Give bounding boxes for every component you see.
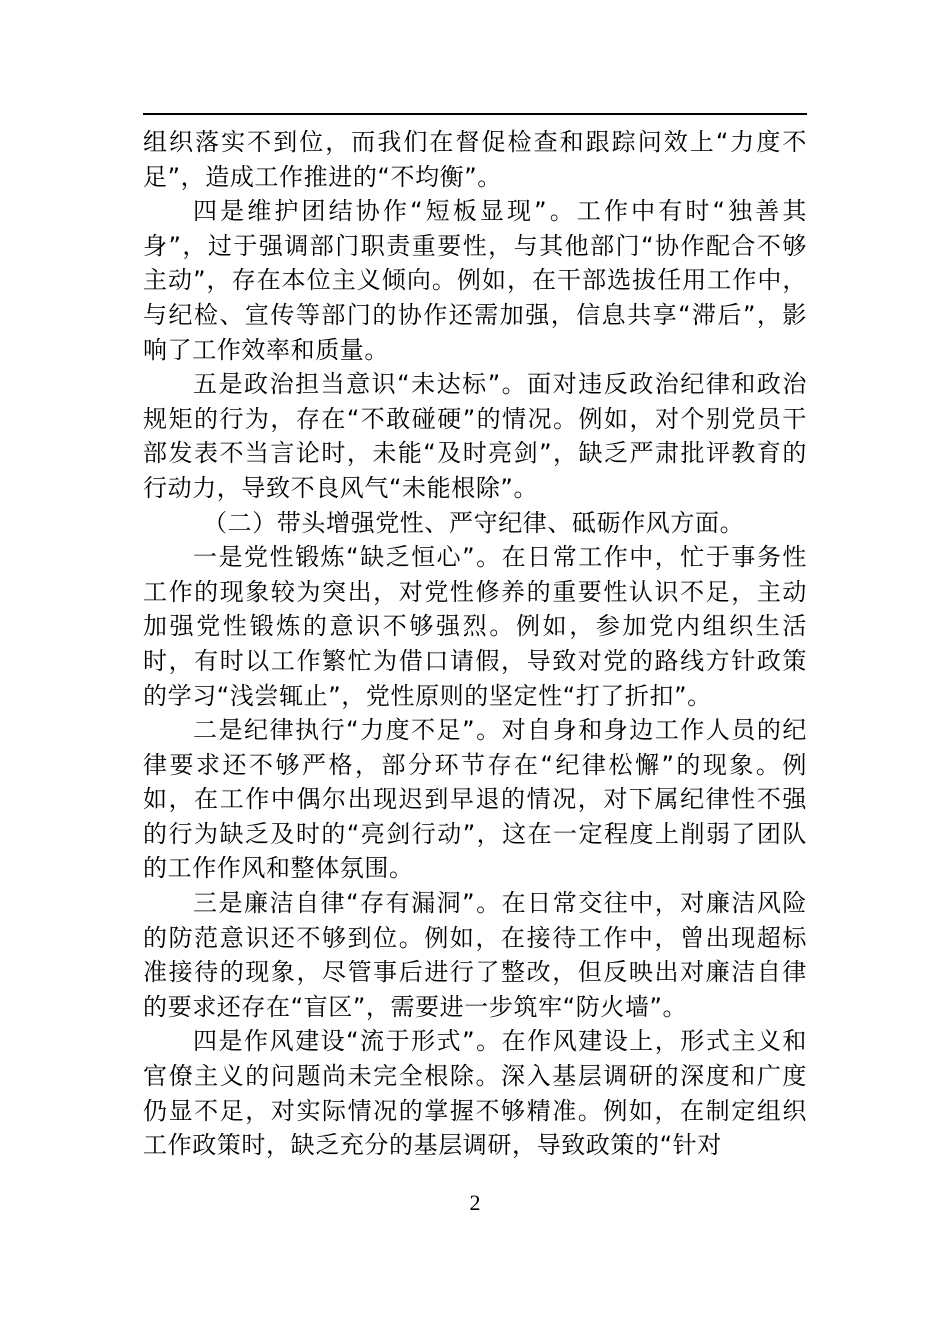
paragraph-item-4-teamwork: 四是维护团结协作“短板显现”。工作中有时“独善其身”，过于强调部门职责重要性，与其他部门“协作配合不够主动”，存在本位主义倾向。例如，在干部选拔任用工作中，与纪检、宣传等部门的协作还需加强，信息共享“滞后”，影响了工作效率和质量。 (143, 197, 807, 364)
document-body (143, 125, 807, 1163)
header-rule (143, 113, 807, 115)
paragraph-item-1-party-spirit: 一是党性锻炼“缺乏恒心”。在日常工作中，忙于事务性工作的现象较为突出，对党性修养的重要性认识不足，主动加强党性锻炼的意识不够强烈。例如，参加党内组织生活时，有时以工作繁忙为借口请假，导致对党的路线方针政策的学习“浅尝辄止”，党性原则的坚定性“打了折扣”。 (143, 543, 807, 710)
paragraph-item-5-political-responsibility: 五是政治担当意识“未达标”。面对违反政治纪律和政治规矩的行为，存在“不敢碰硬”的情况。例如，对个别党员干部发表不当言论时，未能“及时亮剑”，缺乏严肃批评教育的行动力，导致不良风气“未能根除”。 (143, 370, 807, 502)
paragraph-item-3-integrity: 三是廉洁自律“存有漏洞”。在日常交往中，对廉洁风险的防范意识还不够到位。例如，在接待工作中，曾出现超标准接待的现象，尽管事后进行了整改，但反映出对廉洁自律的要求还存在“盲区”，需要进一步筑牢“防火墙”。 (143, 889, 807, 1021)
paragraph-continuation: 组织落实不到位，而我们在督促检查和跟踪问效上“力度不足”，造成工作推进的“不均衡”。 (143, 128, 807, 191)
page-number: 2 (469, 1190, 481, 1215)
paragraph-item-4-work-style: 四是作风建设“流于形式”。在作风建设上，形式主义和官僚主义的问题尚未完全根除。深入基层调研的深度和广度仍显不足，对实际情况的掌握不够精准。例如，在制定组织工作政策时，缺乏充分的基层调研，导致政策的“针对 (143, 1027, 807, 1160)
paragraph-item-2-discipline: 二是纪律执行“力度不足”。对自身和身边工作人员的纪律要求还不够严格，部分环节存在“纪律松懈”的现象。例如，在工作中偶尔出现迟到早退的情况，对下属纪律性不强的行为缺乏及时的“亮剑行动”，这在一定程度上削弱了团队的工作作风和整体氛围。 (143, 716, 807, 883)
section-heading-2: （二）带头增强党性、严守纪律、砥砺作风方面。 (203, 508, 745, 537)
